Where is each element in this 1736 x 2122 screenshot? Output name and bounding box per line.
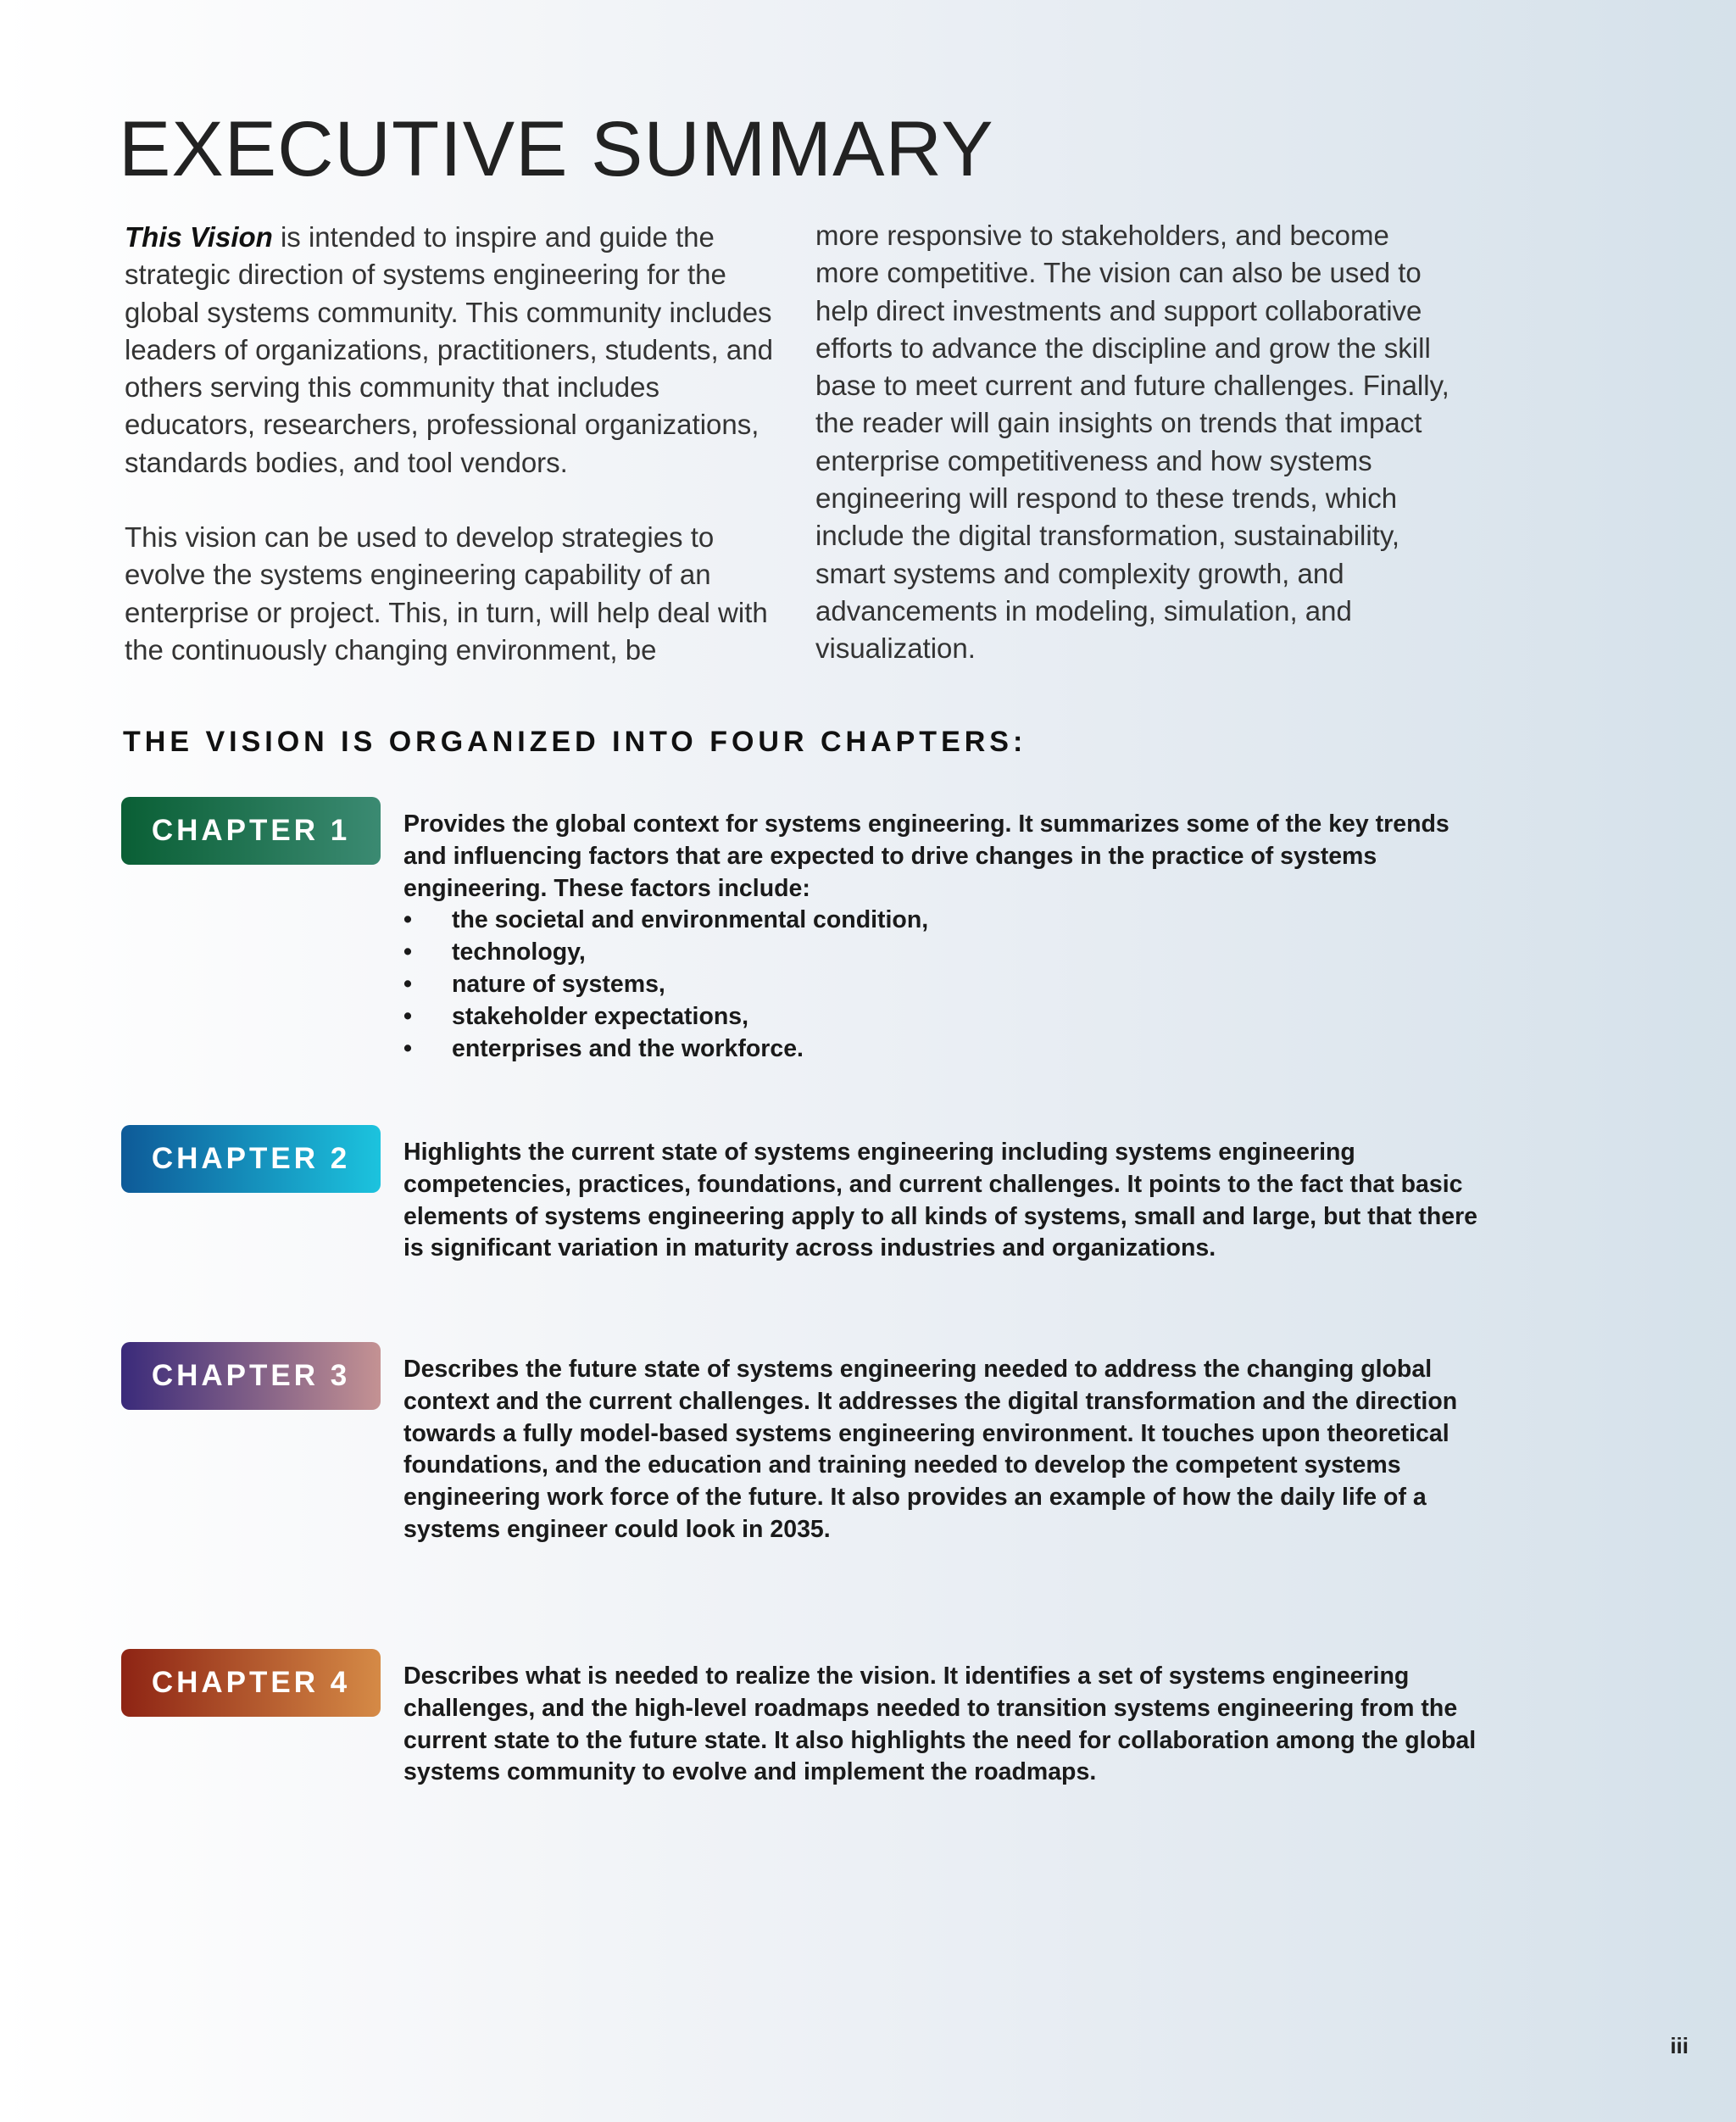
list-item: • enterprises and the workforce. [403, 1033, 1480, 1066]
chapter-4-description [403, 1661, 1480, 1789]
list-item: • stakeholder expectations, [403, 1001, 1480, 1033]
page-title: EXECUTIVE SUMMARY [119, 106, 994, 192]
list-item: • technology, [403, 937, 1480, 969]
chapter-2-text: Highlights the current state of systems engineering including systems engineering competencies, practices, foundations, and current challenges. It points to the fact that basic elements of systems engineering apply to all kinds of systems, small and large, but that there is significant variation in maturity across industries and organizations. [403, 1139, 1478, 1262]
chapter-1-badge: CHAPTER 1 [121, 797, 381, 865]
intro-lead-emphasis: This Vision [125, 221, 273, 253]
chapter-3-badge: CHAPTER 3 [121, 1342, 381, 1410]
chapter-1-description [403, 809, 1480, 1065]
chapters-heading: THE VISION IS ORGANIZED INTO FOUR CHAPTERS: [123, 726, 1027, 758]
intro-paragraph-1-text: is intended to inspire and guide the strategic direction of systems engineering for the global systems community. This community includes leaders of organizations, practitioners, students, and others serving this community that includes educators, researchers, professional organizations, standards bodies, and tool vendors. [125, 221, 773, 478]
chapter-1-text: Provides the global context for systems engineering. It summarizes some of the key trends and influencing factors that are expected to drive changes in the practice of systems engineering. These factors include: [403, 810, 1449, 902]
chapter-1-factor-list [403, 905, 1480, 1065]
intro-paragraph-1 [125, 219, 777, 482]
chapter-2-description [403, 1137, 1480, 1265]
chapter-4-badge: CHAPTER 4 [121, 1649, 381, 1717]
chapter-3-text: Describes the future state of systems engineering needed to address the changing global context and the current challenges. It addresses the digital transformation and the direction towards a fully model-based systems engineering environment. It touches upon theoretical foundations, and the education and training needed to develop the competent systems engineering work force of the future. It also provides an example of how the daily life of a systems engineer could look in 2035. [403, 1356, 1458, 1543]
page-number: iii [1670, 2033, 1689, 2058]
intro-left-column [125, 219, 777, 706]
chapter-3-description [403, 1354, 1480, 1546]
chapter-4-text: Describes what is needed to realize the vision. It identifies a set of systems engineering challenges, and the high-level roadmaps needed to transition systems engineering from the current state to the future state. It also highlights the need for collaboration among the global systems community to evolve and implement the roadmaps. [403, 1663, 1477, 1786]
list-item: • nature of systems, [403, 969, 1480, 1001]
intro-paragraph-2: This vision can be used to develop strategies to evolve the systems engineering capability of an enterprise or project. This, in turn, will help deal with the continuously changing environment, be [125, 521, 768, 666]
list-item: • the societal and environmental condition, [403, 905, 1480, 937]
intro-paragraph-3: more responsive to stakeholders, and become more competitive. The vision can also be used to help direct investments and support collaborative efforts to advance the discipline and grow the skill base to meet current and future challenges. Finally, the reader will gain insights on trends that impact enterprise competitiveness and how systems engineering will respond to these trends, which include the digital transformation, sustainability, smart systems and complexity growth, and advancements in modeling, simulation, and visualization. [815, 220, 1449, 665]
intro-right-column [815, 217, 1460, 705]
chapter-2-badge: CHAPTER 2 [121, 1125, 381, 1193]
